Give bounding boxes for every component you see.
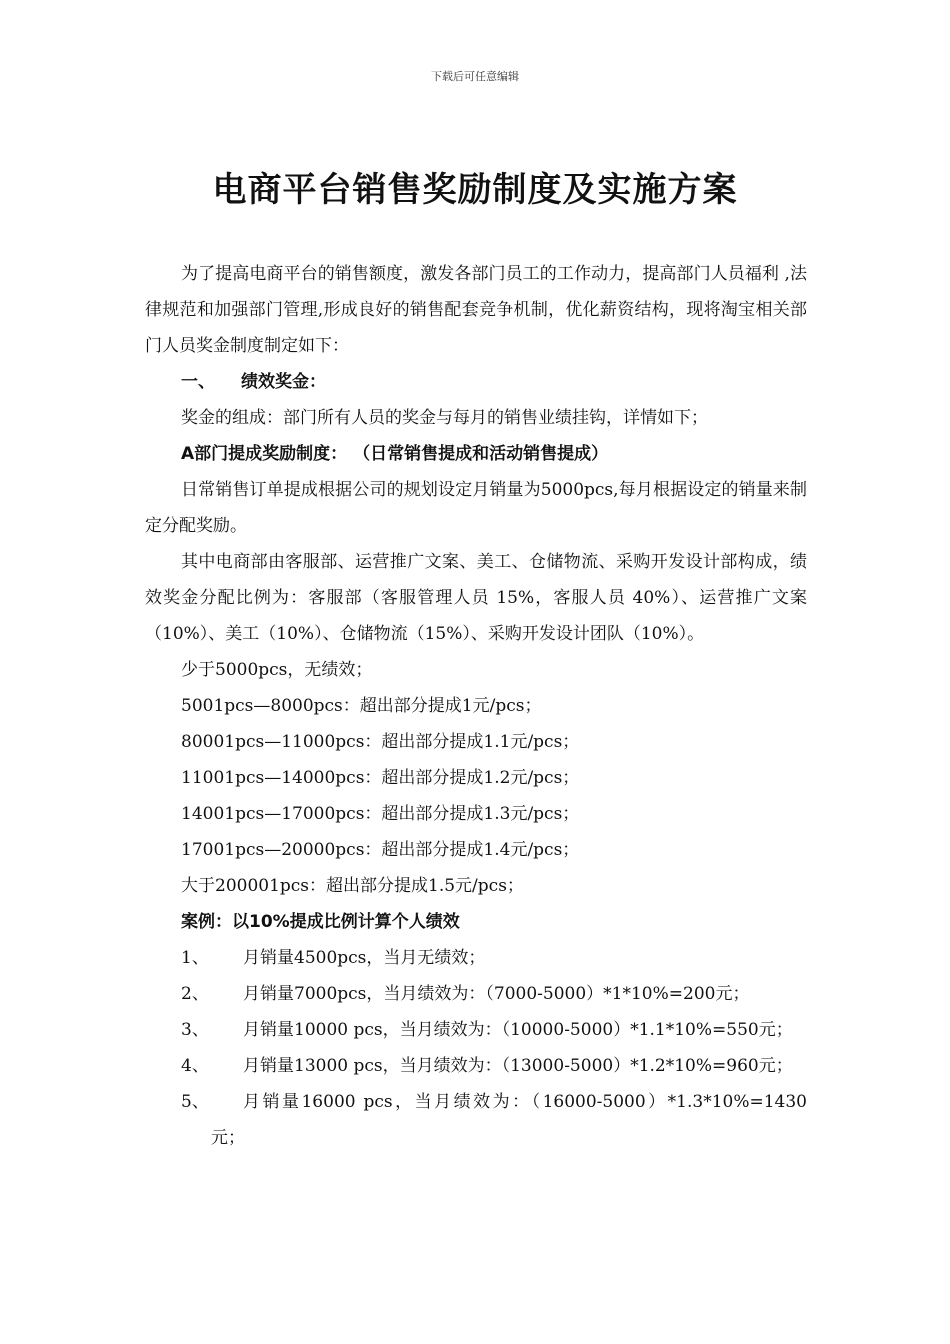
tier-line: 5001pcs—8000pcs：超出部分提成1元/pcs； — [181, 696, 542, 716]
case-item — [145, 940, 807, 976]
tier-line: 11001pcs—14000pcs：超出部分提成1.2元/pcs； — [181, 768, 580, 788]
tier-line: 14001pcs—17000pcs：超出部分提成1.3元/pcs； — [181, 804, 580, 824]
section-title: 绩效奖金： — [241, 372, 326, 392]
case-heading: 案例：以10%提成比例计算个人绩效 — [181, 912, 460, 932]
case-continuation: 元； — [211, 1128, 245, 1148]
case-number: 5、 — [181, 1092, 209, 1112]
case-item — [145, 1048, 807, 1084]
case-item — [145, 976, 807, 1012]
tier-line: 17001pcs—20000pcs：超出部分提成1.4元/pcs； — [181, 840, 580, 860]
case-number: 1、 — [181, 948, 209, 968]
dept-a-heading: A部门提成奖励制度： （日常销售提成和活动销售提成） — [181, 444, 609, 464]
document-title: 电商平台销售奖励制度及实施方案 — [212, 170, 738, 210]
tier-line: 大于200001pcs：超出部分提成1.5元/pcs； — [181, 876, 524, 896]
section-number: 一、 — [181, 372, 215, 392]
case-number: 4、 — [181, 1056, 209, 1076]
case-text: 月销量13000 pcs，当月绩效为：（13000-5000）*1.2*10%=960元； — [243, 1056, 793, 1076]
header-note: 下载后可任意编辑 — [431, 70, 519, 83]
section-heading — [145, 364, 807, 400]
composition-line: 奖金的组成：部门所有人员的奖金与每月的销售业绩挂钩，详情如下； — [181, 408, 708, 428]
case-text: 月销量10000 pcs，当月绩效为：（10000-5000）*1.1*10%=550元； — [243, 1020, 793, 1040]
tier-line: 少于5000pcs，无绩效； — [181, 660, 373, 680]
document-body — [145, 256, 807, 1156]
case-number: 2、 — [181, 984, 209, 1004]
intro-paragraph: 为了提高电商平台的销售额度，激发各部门员工的工作动力，提高部门人员福利 ,法律规范和加强部门管理,形成良好的销售配套竞争机制，优化薪资结构，现将淘宝相关部门人员奖金制度制定如下： — [145, 264, 807, 356]
case-item — [145, 1012, 807, 1048]
case-text: 月销量7000pcs，当月绩效为：（7000-5000）*1*10%=200元； — [243, 984, 750, 1004]
case-text: 月销量16000 pcs，当月绩效为：（16000-5000）*1.3*10%=1430 — [243, 1092, 807, 1112]
tier-line: 80001pcs—11000pcs：超出部分提成1.1元/pcs； — [181, 732, 580, 752]
case-number: 3、 — [181, 1020, 209, 1040]
distribution-paragraph: 其中电商部由客服部、运营推广文案、美工、仓储物流、采购开发设计部构成，绩效奖金分配比例为：客服部（客服管理人员 15%，客服人员 40%）、运营推广文案（10%）、美工（10%）、仓储物流（15%）、采购开发设计团队（10%）。 — [145, 552, 807, 644]
daily-sales-paragraph: 日常销售订单提成根据公司的规划设定月销量为5000pcs,每月根据设定的销量来制定分配奖励。 — [145, 480, 807, 536]
case-item — [145, 1084, 807, 1120]
case-text: 月销量4500pcs，当月无绩效； — [243, 948, 486, 968]
